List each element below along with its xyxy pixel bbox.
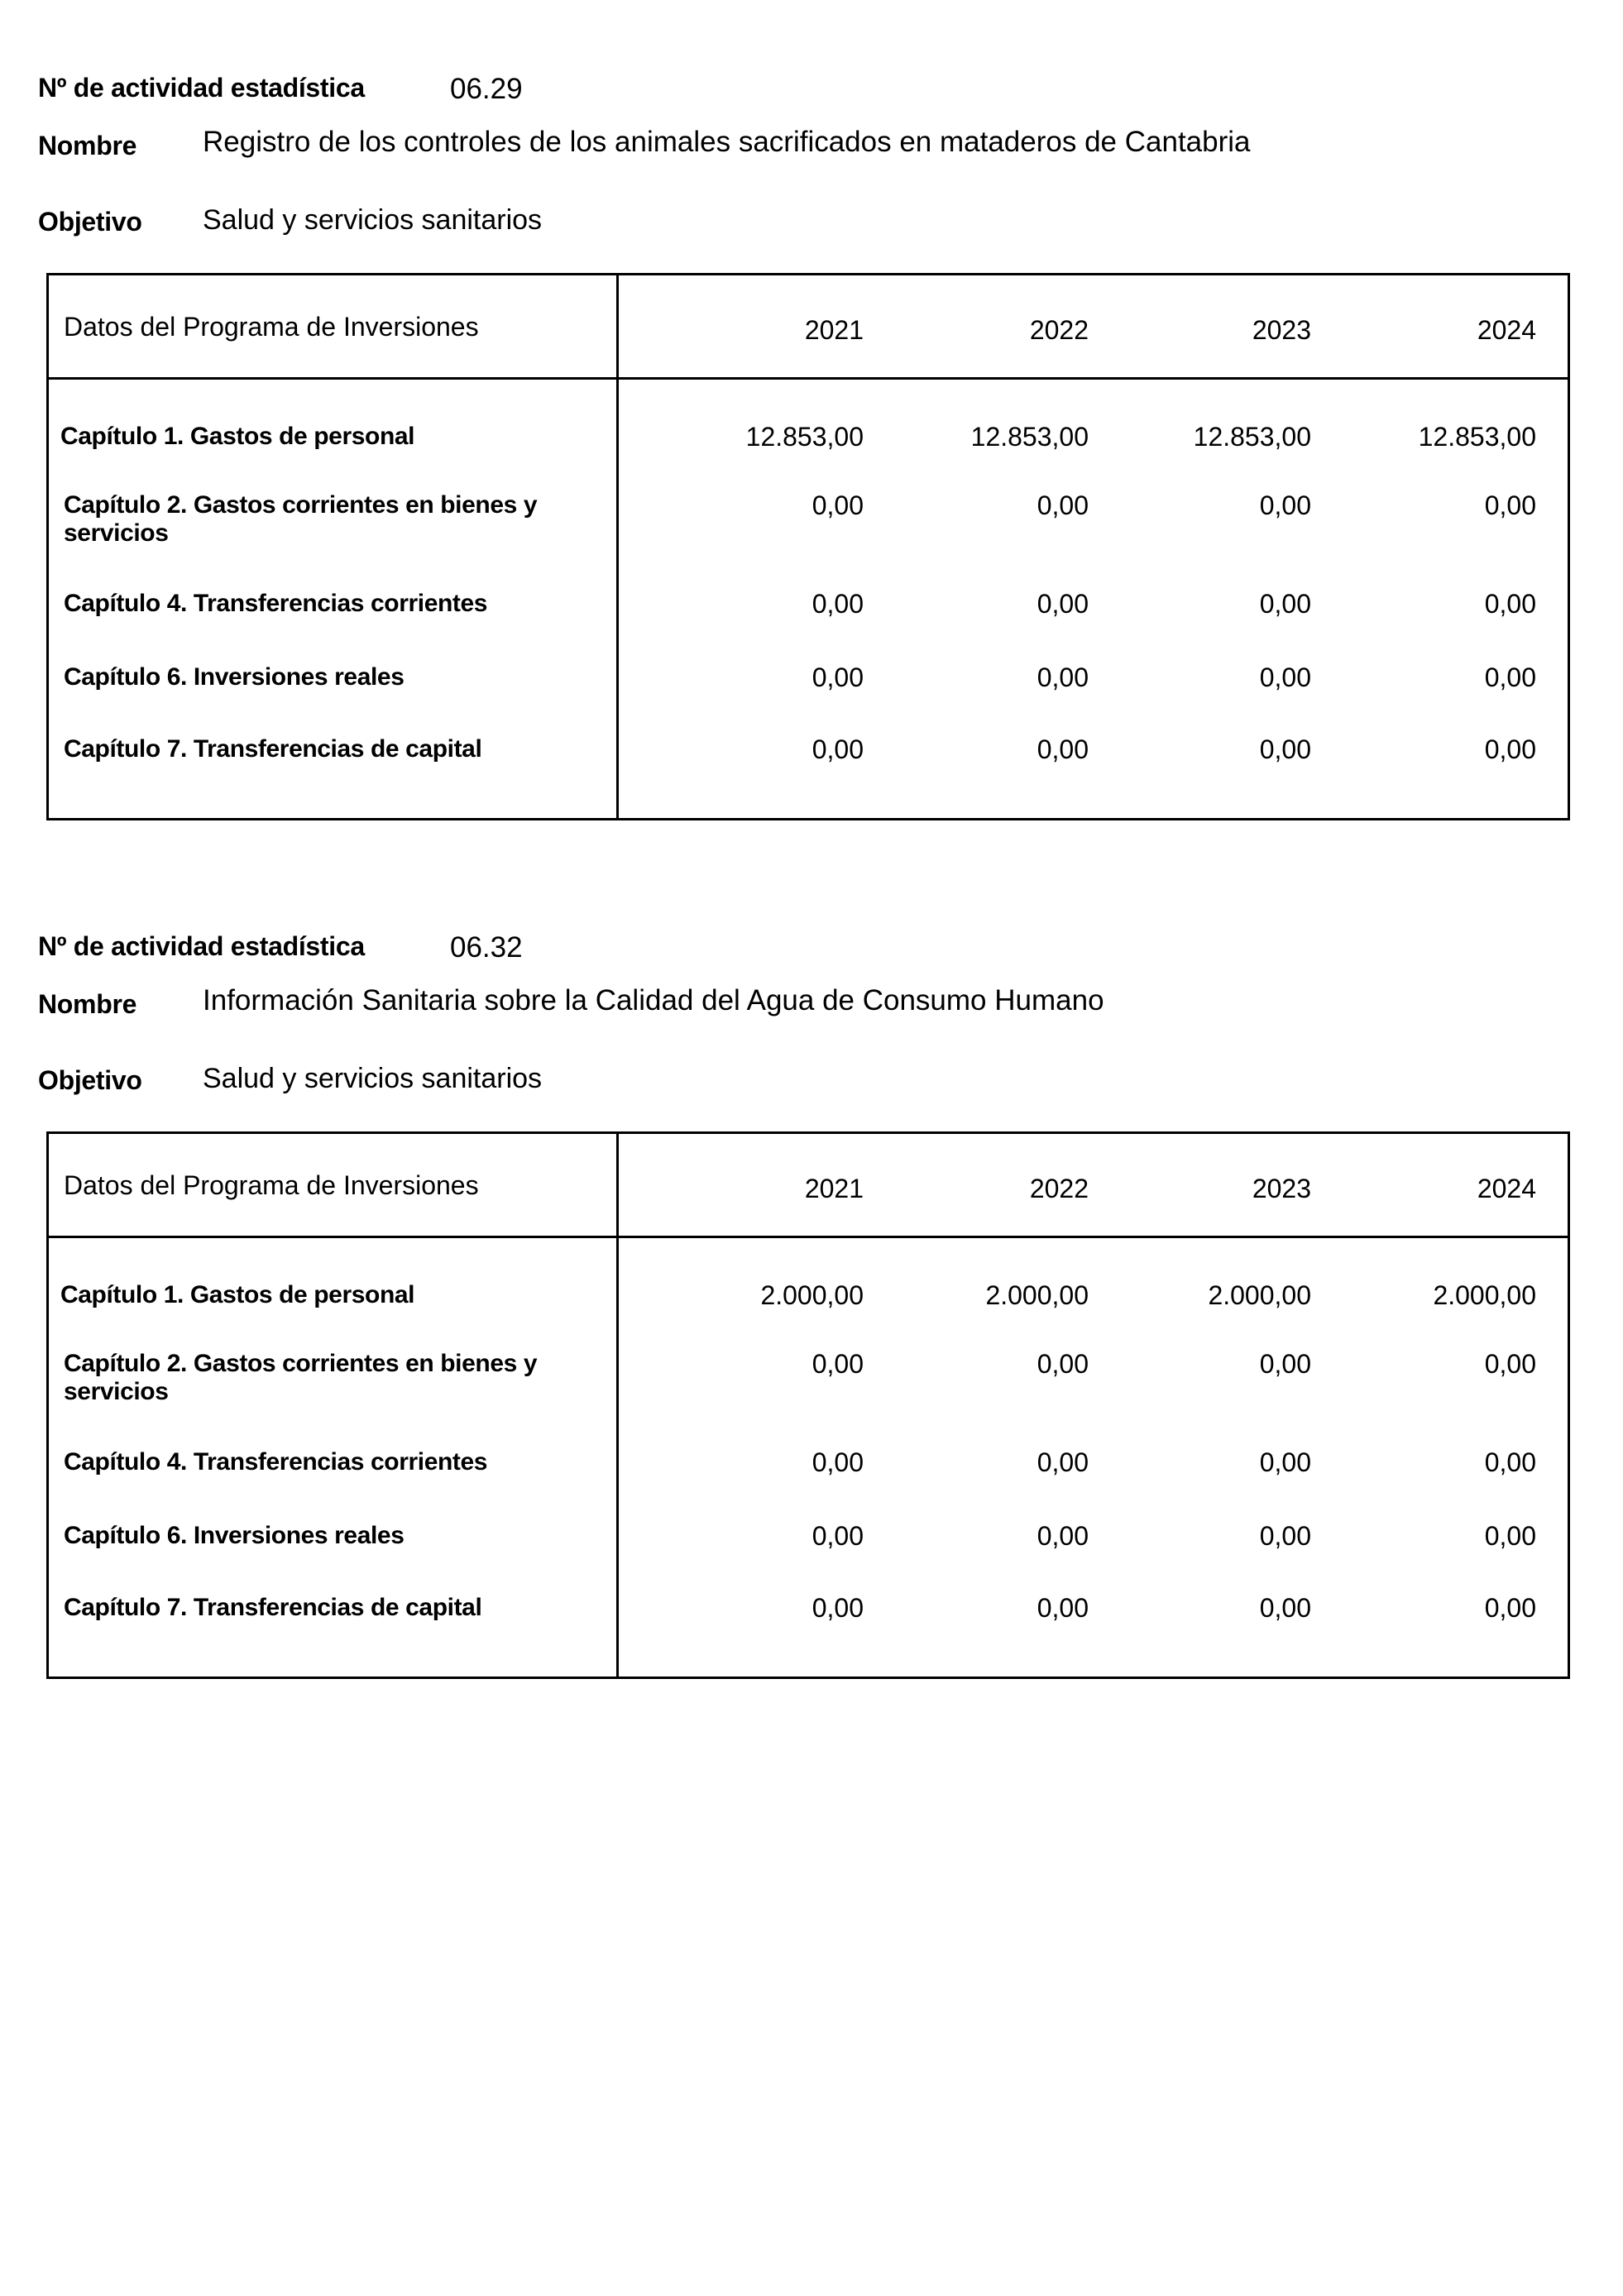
activity-objective-label: Objetivo [38,207,142,237]
table-cell: 0,00 [1484,490,1536,520]
table-cell: 0,00 [1484,589,1536,619]
table-cell: 2.000,00 [1208,1280,1311,1310]
table-year-header: 2021 [804,1174,864,1203]
activity-name-value: Información Sanitaria sobre la Calidad del Agua de Consumo Humano [203,984,1104,1016]
table-cell: 0,00 [1037,589,1089,619]
table-cell: 0,00 [1259,662,1311,692]
table-cell: 0,00 [1259,1349,1311,1379]
table-cell: 0,00 [1484,734,1536,764]
activity-objective-value: Salud y servicios sanitarios [203,1063,543,1094]
activity-name-label: Nombre [38,989,137,1019]
table-cell: 0,00 [1259,1593,1311,1623]
table-cell: 0,00 [1484,1349,1536,1379]
table-cell: 0,00 [1037,490,1089,520]
table-header-divider [49,1236,1568,1238]
table-cell: 12.853,00 [1418,422,1536,452]
table-cell: 12.853,00 [1193,422,1311,452]
table-cell: 0,00 [1037,1447,1089,1477]
table-row-label: Capítulo 2. Gastos corrientes en bienes y servicios [64,1350,538,1405]
table-cell: 0,00 [1037,734,1089,764]
table-year-header: 2022 [1029,1174,1089,1203]
table-header-label: Datos del Programa de Inversiones [64,1170,479,1200]
table-year-header: 2023 [1252,315,1311,345]
table-cell: 2.000,00 [1433,1280,1536,1310]
table-cell: 0,00 [1484,1447,1536,1477]
table-header-label: Datos del Programa de Inversiones [64,312,479,342]
table-row-label: Capítulo 6. Inversiones reales [64,663,405,691]
table-cell: 0,00 [1484,1521,1536,1551]
activity-objective-value: Salud y servicios sanitarios [203,204,543,236]
table-cell: 0,00 [812,1593,864,1623]
table-year-header: 2022 [1029,315,1089,345]
activity-section [0,0,1623,827]
table-row-label: Capítulo 2. Gastos corrientes en bienes y servicios [64,491,538,547]
table-cell: 0,00 [1037,1349,1089,1379]
table-year-header: 2023 [1252,1174,1311,1203]
activity-name-value: Registro de los controles de los animales sacrificados en mataderos de Cantabria [203,126,1251,158]
activity-number-value: 06.29 [450,73,523,105]
table-cell: 0,00 [812,1447,864,1477]
investment-table [46,273,1570,820]
table-row-label: Capítulo 7. Transferencias de capital [64,1594,482,1621]
table-row-label: Capítulo 7. Transferencias de capital [64,735,482,763]
table-header-divider [49,377,1568,380]
table-column-divider [616,1134,619,1677]
table-cell: 0,00 [1259,1521,1311,1551]
table-row-label: Capítulo 6. Inversiones reales [64,1522,405,1549]
table-cell: 0,00 [1259,734,1311,764]
table-cell: 0,00 [1037,1593,1089,1623]
table-cell: 0,00 [1037,662,1089,692]
table-cell: 0,00 [812,734,864,764]
table-cell: 2.000,00 [760,1280,864,1310]
table-cell: 0,00 [1037,1521,1089,1551]
table-cell: 0,00 [812,490,864,520]
table-year-header: 2024 [1477,315,1536,345]
table-cell: 0,00 [1259,1447,1311,1477]
table-year-header: 2024 [1477,1174,1536,1203]
table-cell: 0,00 [1259,490,1311,520]
table-row-label: Capítulo 1. Gastos de personal [60,423,415,450]
table-row-label: Capítulo 4. Transferencias corrientes [64,1448,488,1476]
table-cell: 12.853,00 [970,422,1089,452]
activity-name-label: Nombre [38,131,137,160]
activity-number-label: Nº de actividad estadística [38,73,365,103]
table-column-divider [616,275,619,818]
table-cell: 0,00 [812,589,864,619]
table-row-label: Capítulo 1. Gastos de personal [60,1281,415,1308]
activity-objective-label: Objetivo [38,1065,142,1095]
table-cell: 2.000,00 [985,1280,1089,1310]
investment-table [46,1131,1570,1679]
activity-number-value: 06.32 [450,931,523,964]
table-cell: 0,00 [812,1521,864,1551]
table-cell: 0,00 [812,662,864,692]
activity-number-label: Nº de actividad estadística [38,931,365,961]
table-row-label: Capítulo 4. Transferencias corrientes [64,590,488,617]
table-cell: 0,00 [1484,1593,1536,1623]
table-year-header: 2021 [804,315,864,345]
table-cell: 0,00 [812,1349,864,1379]
table-cell: 0,00 [1259,589,1311,619]
activity-section [0,859,1623,1686]
table-cell: 0,00 [1484,662,1536,692]
table-cell: 12.853,00 [745,422,864,452]
